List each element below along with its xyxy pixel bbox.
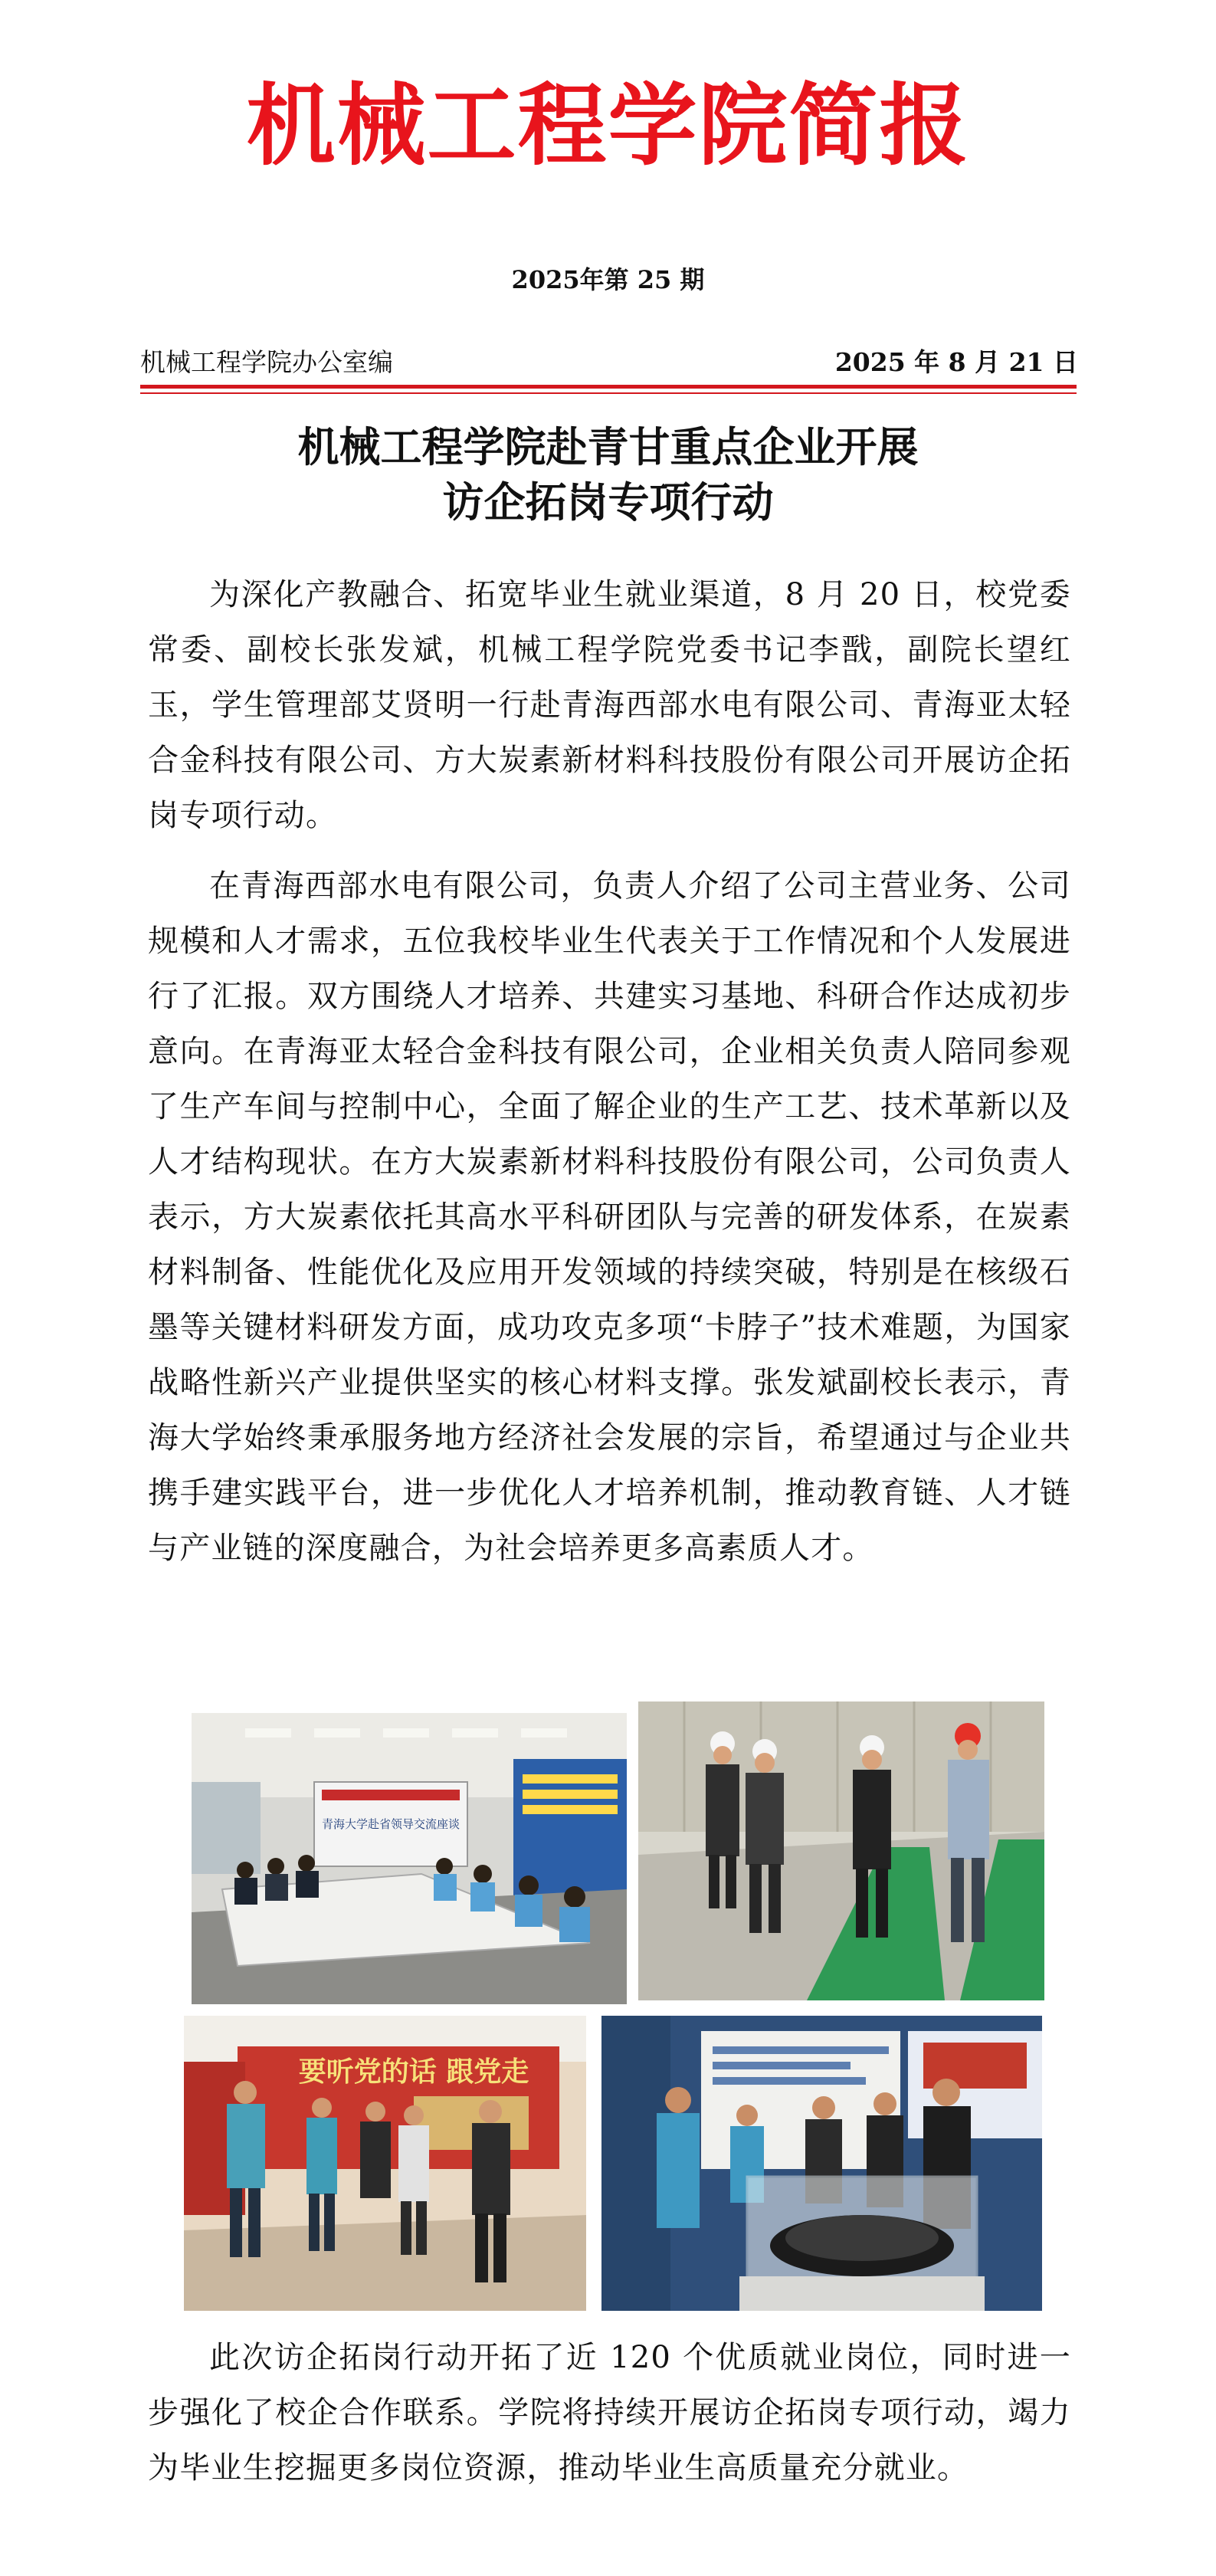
headline-line-1: 机械工程学院赴青甘重点企业开展 [297, 423, 919, 471]
issue-number: 2025年第 25 期 [511, 265, 705, 294]
header-rule-thick [140, 385, 1077, 389]
photo-exhibition-hall [184, 2016, 586, 2311]
publish-date: 2025 年 8 月 21 日 [834, 347, 1078, 377]
editor-line: 机械工程学院办公室编 [140, 347, 393, 377]
article-paragraph-3: 此次访企拓岗行动开拓了近 120 个优质就业岗位，同时进一步强化了校企合作联系。学院将持续开展访企拓岗专项行动，竭力为毕业生挖掘更多岗位资源，推动毕业生高质量充分就业。 [148, 2340, 1071, 2486]
headline-line-2: 访企拓岗专项行动 [442, 478, 774, 527]
masthead-title: 机械工程学院简报 [246, 74, 970, 178]
photo-product-showcase [601, 2016, 1042, 2311]
photo-factory-visit [638, 1701, 1044, 2000]
article-paragraph-1: 为深化产教融合、拓宽毕业生就业渠道，8 月 20 日，校党委常委、副校长张发斌，机械工程学院党委书记李戬，副院长望红玉，学生管理部艾贤明一行赴青海西部水电有限公司、青海亚太轻合金科技有限公司、方大炭素新材料科技股份有限公司开展访企拓岗专项行动。 [148, 577, 1071, 833]
header-rule-thin [140, 392, 1077, 394]
article-paragraph-2: 在青海西部水电有限公司，负责人介绍了公司主营业务、公司规模和人才需求，五位我校毕业生代表关于工作情况和个人发展进行了汇报。双方围绕人才培养、共建实习基地、科研合作达成初步意向。在青海亚太轻合金科技有限公司，企业相关负责人陪同参观了生产车间与控制中心，全面了解企业的生产工艺、技术革新以及人才结构现状。在方大炭素新材料科技股份有限公司，公司负责人表示，方大炭素依托其高水平科研团队与完善的研发体系，在炭素材料制备、性能优化及应用开发领域的持续突破，特别是在核级石墨等关键材料研发方面，成功攻克多项“卡脖子”技术难题，为国家战略性新兴产业提供坚实的核心材料支撑。张发斌副校长表示，青海大学始终秉承服务地方经济社会发展的宗旨，希望通过与企业共携手建实践平台，进一步优化人才培养机制，推动教育链、人才链与产业链的深度融合，为社会培养更多高素质人才。 [148, 868, 1071, 1566]
meeting-screen-text: 青海大学赴省领导交流座谈 [321, 1817, 461, 1831]
exhibit-slogan-text: 要听党的话 跟党走 [298, 2056, 529, 2088]
article-headline [0, 420, 1216, 530]
photo-meeting-room [192, 1713, 627, 2004]
